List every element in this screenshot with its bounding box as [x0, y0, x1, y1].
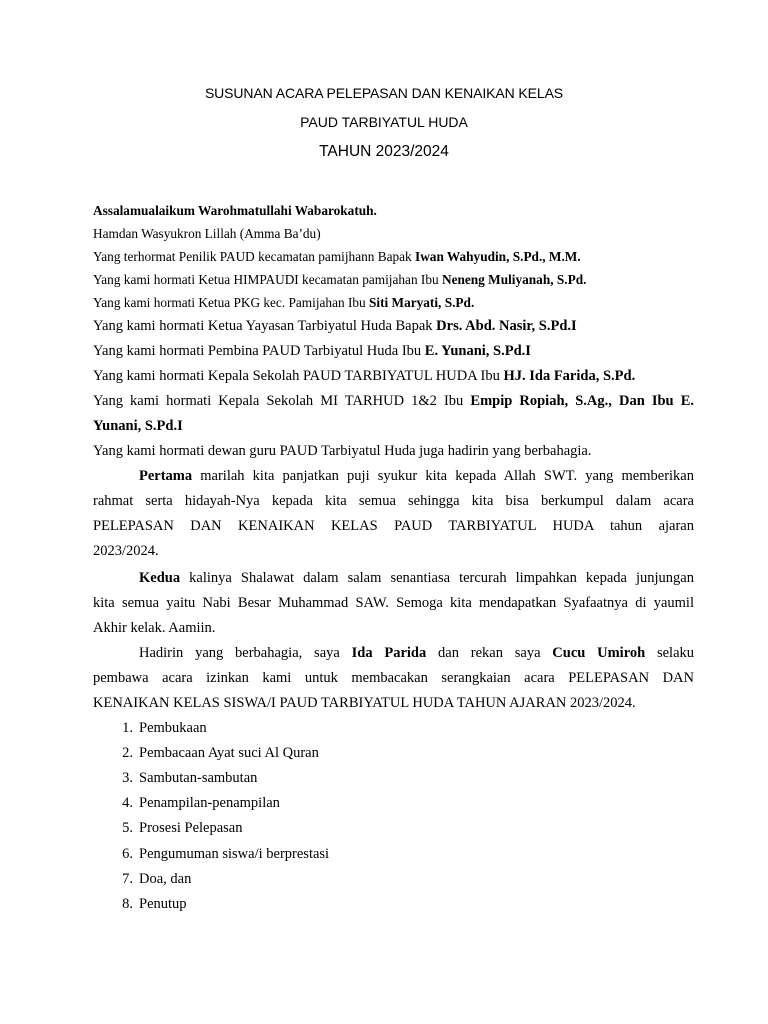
- agenda-item: [93, 720, 593, 737]
- agenda-item: [93, 770, 593, 787]
- para-pertama-line-2: rahmat serta hidayah-Nya kepada kita semua sehingga kita bisa berkumpul dalam acara: [93, 493, 694, 509]
- honorific-name: Siti Maryati, S.Pd.: [369, 295, 475, 310]
- para-kedua-line-1: [93, 570, 694, 587]
- agenda-text: Pengumuman siswa/i berprestasi: [139, 846, 330, 862]
- agenda-number: 1.: [122, 720, 133, 736]
- honorific-name: Yunani, S.Pd.I: [93, 418, 183, 434]
- agenda-number: 4.: [122, 795, 133, 811]
- para-kedua-bold: Kedua: [139, 570, 181, 586]
- honorific-name: Empip Ropiah, S.Ag., Dan Ibu E.: [470, 393, 694, 409]
- agenda-item: [93, 846, 593, 863]
- para-text: marilah kita panjatkan puji syukur kita kepada Allah SWT. yang memberikan: [192, 468, 694, 484]
- mc-name-1: Ida Parida: [351, 645, 427, 661]
- title-line-1: SUSUNAN ACARA PELEPASAN DAN KENAIKAN KELAS: [204, 85, 564, 101]
- para-text: selaku: [645, 645, 695, 661]
- agenda-number: 6.: [122, 846, 133, 862]
- agenda-number: 2.: [122, 745, 133, 761]
- agenda-item: [93, 795, 593, 812]
- honorific-line-cont: [93, 418, 694, 435]
- para-hadirin-line-1: [93, 645, 694, 662]
- agenda-text: Prosesi Pelepasan: [139, 820, 243, 836]
- agenda-text: Pembacaan Ayat suci Al Quran: [139, 745, 319, 761]
- para-pertama-line-3: PELEPASAN DAN KENAIKAN KELAS PAUD TARBIYATUL HUDA tahun ajaran: [93, 518, 694, 534]
- para-pertama-line-1: [93, 468, 694, 485]
- para-pertama-bold: Pertama: [139, 468, 193, 484]
- salam-line: [93, 203, 694, 219]
- agenda-item: [93, 745, 593, 762]
- agenda-text: Doa, dan: [139, 871, 192, 887]
- honorific-line: [93, 272, 694, 288]
- honorific-line: [93, 393, 694, 410]
- honorific-name: Drs. Abd. Nasir, S.Pd.I: [436, 318, 577, 334]
- honorific-prefix: Yang terhormat Penilik PAUD kecamatan pamijhann Bapak: [93, 249, 416, 264]
- agenda-text: Pembukaan: [139, 720, 207, 736]
- honorific-prefix: Yang kami hormati Kepala Sekolah MI TARHUD 1&2 Ibu: [93, 393, 471, 409]
- agenda-item: [93, 820, 593, 837]
- honorific-prefix: Yang kami hormati Pembina PAUD Tarbiyatul Huda Ibu: [93, 343, 425, 359]
- honorific-line: [93, 295, 694, 311]
- honorific-prefix: Yang kami hormati Kepala Sekolah PAUD TARBIYATUL HUDA Ibu: [93, 368, 504, 384]
- agenda-text: Sambutan-sambutan: [139, 770, 258, 786]
- honorific-prefix: Yang kami hormati Ketua HIMPAUDI kecamatan pamijahan Ibu: [93, 272, 442, 287]
- agenda-number: 7.: [122, 871, 133, 887]
- agenda-item: [93, 896, 593, 913]
- para-kedua-line-3: Akhir kelak. Aamiin.: [93, 620, 216, 636]
- honorific-name: Neneng Muliyanah, S.Pd.: [441, 272, 587, 287]
- para-pertama-line-4: 2023/2024.: [93, 543, 159, 559]
- para-hadirin-line-2: pembawa acara izinkan kami untuk membacakan serangkaian acara PELEPASAN DAN: [93, 670, 694, 686]
- agenda-number: 3.: [122, 770, 133, 786]
- honorific-line: [93, 249, 694, 265]
- agenda-item: [93, 871, 593, 888]
- mc-name-2: Cucu Umiroh: [552, 645, 646, 661]
- honorific-prefix: Yang kami hormati Ketua PKG kec. Pamijahan Ibu: [93, 295, 369, 310]
- para-text: kalinya Shalawat dalam salam senantiasa tercurah limpahkan kepada junjungan: [180, 570, 694, 586]
- honorific-name: HJ. Ida Farida, S.Pd.: [503, 368, 636, 384]
- honorific-line: [93, 318, 694, 335]
- closing-hormat: Yang kami hormati dewan guru PAUD Tarbiyatul Huda juga hadirin yang berbahagia.: [93, 443, 592, 459]
- title-line-2: PAUD TARBIYATUL HUDA: [300, 114, 468, 130]
- agenda-text: Penampilan-penampilan: [139, 795, 280, 811]
- honorific-prefix: Yang kami hormati Ketua Yayasan Tarbiyatul Huda Bapak: [93, 318, 437, 334]
- honorific-name: Iwan Wahyudin, S.Pd., M.M.: [415, 249, 581, 264]
- salam-text: Assalamualaikum Warohmatullahi Wabarokatuh.: [93, 203, 377, 218]
- para-hadirin-line-3: KENAIKAN KELAS SISWA/I PAUD TARBIYATUL HUDA TAHUN AJARAN 2023/2024.: [93, 695, 636, 711]
- agenda-number: 5.: [122, 820, 133, 836]
- para-text: Hadirin yang berbahagia, saya: [139, 645, 352, 661]
- honorific-line: [93, 368, 694, 385]
- agenda-text: Penutup: [139, 896, 187, 912]
- honorific-line: [93, 343, 694, 360]
- title-line-3: TAHUN 2023/2024: [319, 143, 449, 160]
- hamdan-line: Hamdan Wasyukron Lillah (Amma Ba’du): [93, 226, 321, 241]
- agenda-number: 8.: [122, 896, 133, 912]
- honorific-name: E. Yunani, S.Pd.I: [424, 343, 531, 359]
- para-kedua-line-2: kita semua yaitu Nabi Besar Muhammad SAW. Semoga kita mendapatkan Syafaatnya di yaumil: [93, 595, 694, 611]
- para-text: dan rekan saya: [426, 645, 553, 661]
